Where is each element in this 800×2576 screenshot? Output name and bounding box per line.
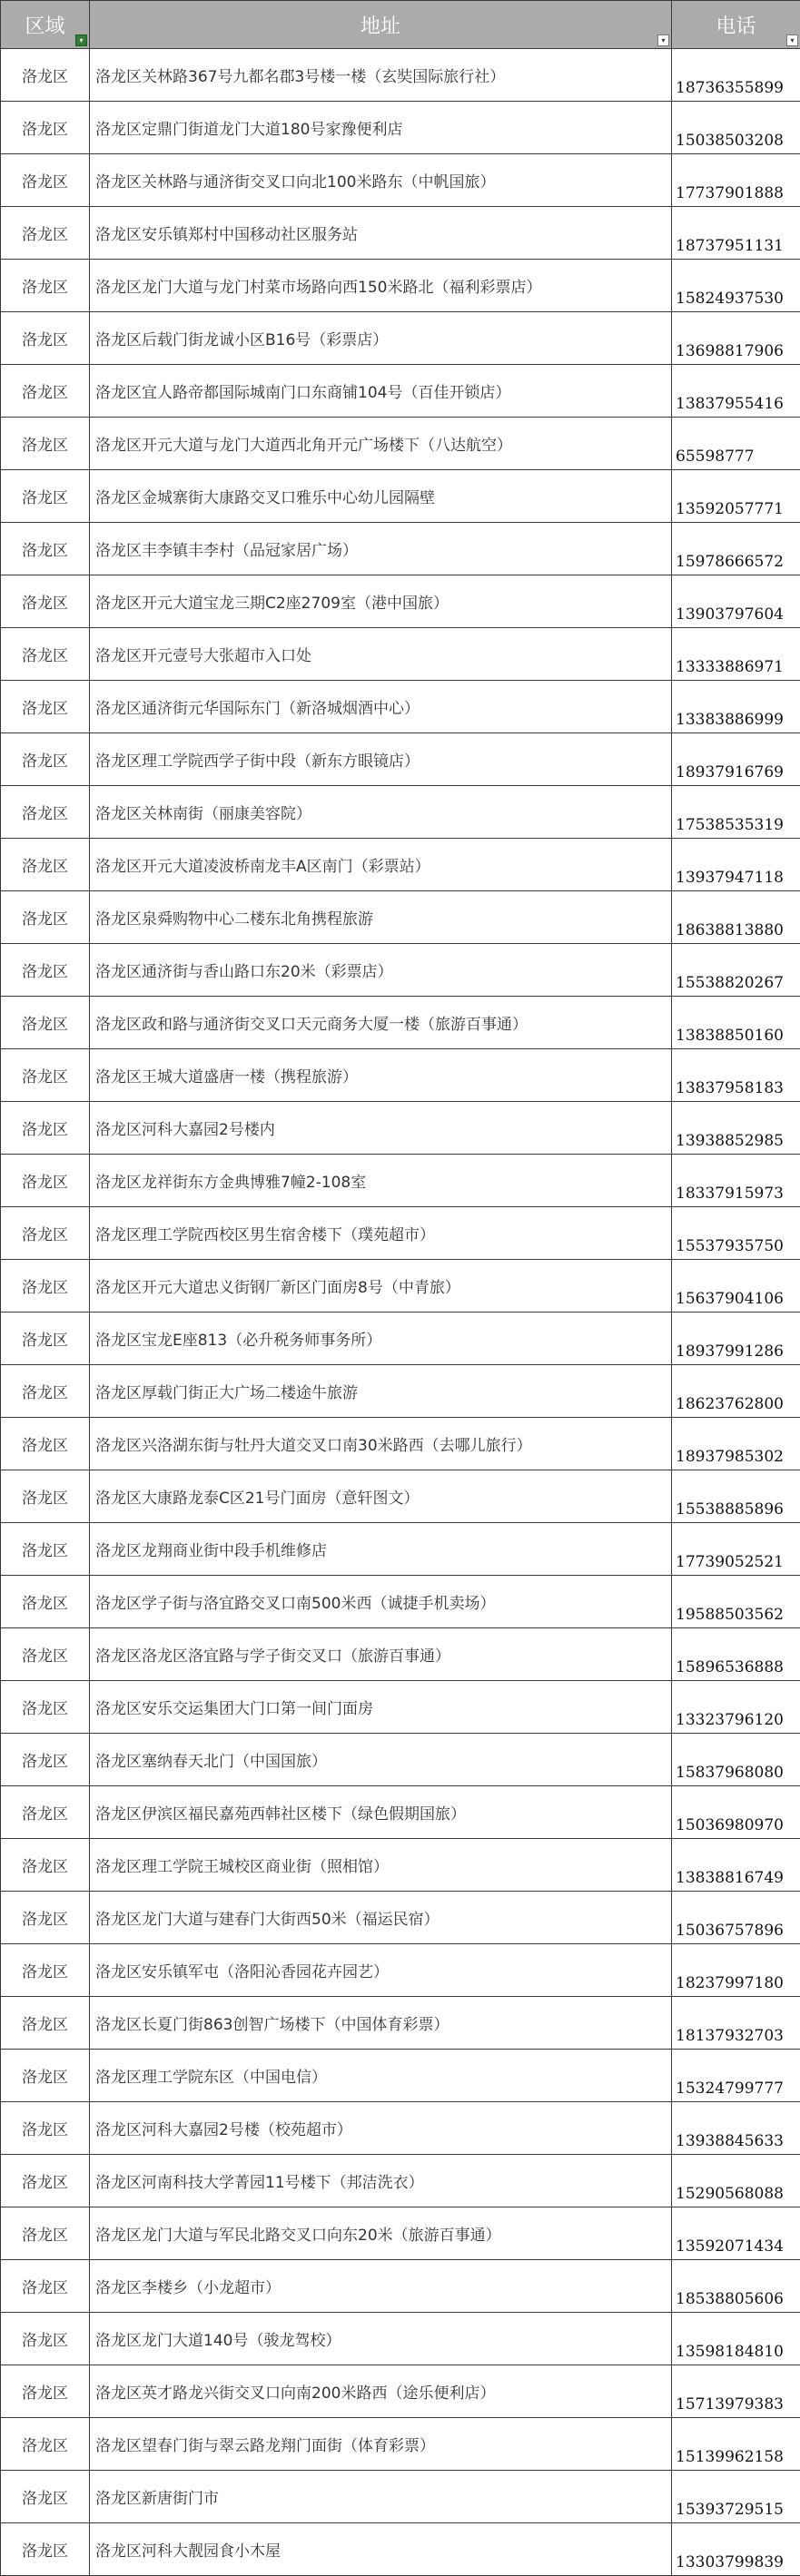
table-row bbox=[1, 1155, 800, 1207]
address-cell[interactable]: 洛龙区新唐街门市 bbox=[90, 2471, 672, 2523]
address-cell[interactable]: 洛龙区理工学院西学子街中段（新东方眼镜店） bbox=[90, 733, 672, 786]
table-row bbox=[1, 102, 800, 154]
phone-cell[interactable]: 15713979383 bbox=[672, 2365, 800, 2418]
area-cell[interactable]: 洛龙区 bbox=[1, 1102, 90, 1155]
phone-cell[interactable]: 18737951131 bbox=[672, 207, 800, 260]
address-cell[interactable]: 洛龙区龙门大道与建春门大街西50米（福运民宿） bbox=[90, 1892, 672, 1944]
phone-cell[interactable]: 18937985302 bbox=[672, 1418, 800, 1470]
area-cell[interactable]: 洛龙区 bbox=[1, 2471, 90, 2523]
header-area-label: 区域 bbox=[25, 15, 64, 38]
address-cell[interactable]: 洛龙区通济街与香山路口东20米（彩票店） bbox=[90, 944, 672, 997]
table-row bbox=[1, 1734, 800, 1786]
phone-cell[interactable]: 13592071434 bbox=[672, 2207, 800, 2260]
phone-cell[interactable]: 15036980970 bbox=[672, 1786, 800, 1839]
phone-cell[interactable]: 13837958183 bbox=[672, 1049, 800, 1102]
table-row bbox=[1, 1681, 800, 1734]
area-cell[interactable]: 洛龙区 bbox=[1, 1734, 90, 1786]
table-row bbox=[1, 839, 800, 891]
address-cell[interactable]: 洛龙区关林路367号九都名郡3号楼一楼（玄奘国际旅行社） bbox=[90, 49, 672, 102]
address-cell[interactable]: 洛龙区丰李镇丰李村（品冠家居广场） bbox=[90, 523, 672, 575]
address-cell[interactable]: 洛龙区长夏门街863创智广场楼下（中国体育彩票） bbox=[90, 1997, 672, 2050]
table-body bbox=[1, 49, 800, 2576]
area-cell[interactable]: 洛龙区 bbox=[1, 1576, 90, 1628]
phone-cell[interactable]: 13323796120 bbox=[672, 1681, 800, 1734]
table-row bbox=[1, 260, 800, 312]
area-cell[interactable]: 洛龙区 bbox=[1, 1523, 90, 1576]
area-cell[interactable]: 洛龙区 bbox=[1, 1365, 90, 1418]
table-row bbox=[1, 154, 800, 207]
area-cell[interactable]: 洛龙区 bbox=[1, 2050, 90, 2102]
area-cell[interactable]: 洛龙区 bbox=[1, 1839, 90, 1892]
area-cell[interactable]: 洛龙区 bbox=[1, 1892, 90, 1944]
phone-cell[interactable]: 15538885896 bbox=[672, 1470, 800, 1523]
table-row bbox=[1, 1049, 800, 1102]
address-cell[interactable]: 洛龙区开元大道凌波桥南龙丰A区南门（彩票站） bbox=[90, 839, 672, 891]
table-row bbox=[1, 2050, 800, 2102]
address-cell[interactable]: 洛龙区学子街与洛宜路交叉口南500米西（诚捷手机卖场） bbox=[90, 1576, 672, 1628]
address-cell[interactable]: 洛龙区理工学院西校区男生宿舍楼下（璞苑超市） bbox=[90, 1207, 672, 1260]
phone-cell[interactable]: 18638813880 bbox=[672, 891, 800, 944]
phone-cell[interactable]: 18538805606 bbox=[672, 2260, 800, 2313]
address-cell[interactable]: 洛龙区关林南街（丽康美容院） bbox=[90, 786, 672, 839]
area-cell[interactable]: 洛龙区 bbox=[1, 891, 90, 944]
phone-cell[interactable]: 18137932703 bbox=[672, 1997, 800, 2050]
phone-cell[interactable]: 13592057771 bbox=[672, 470, 800, 523]
address-cell[interactable]: 洛龙区关林路与通济街交叉口向北100米路东（中帆国旅） bbox=[90, 154, 672, 207]
table-row bbox=[1, 49, 800, 102]
area-cell[interactable]: 洛龙区 bbox=[1, 102, 90, 154]
phone-cell[interactable]: 15824937530 bbox=[672, 260, 800, 312]
address-cell[interactable]: 洛龙区龙门大道与龙门村菜市场路向西150米路北（福利彩票店） bbox=[90, 260, 672, 312]
area-cell[interactable]: 洛龙区 bbox=[1, 1944, 90, 1997]
address-cell[interactable]: 洛龙区洛龙区洛宜路与学子街交叉口（旅游百事通） bbox=[90, 1628, 672, 1681]
area-cell[interactable]: 洛龙区 bbox=[1, 260, 90, 312]
table-row bbox=[1, 733, 800, 786]
phone-cell[interactable]: 13333886971 bbox=[672, 628, 800, 681]
area-cell[interactable]: 洛龙区 bbox=[1, 681, 90, 733]
area-cell[interactable]: 洛龙区 bbox=[1, 944, 90, 997]
phone-cell[interactable]: 18623762800 bbox=[672, 1365, 800, 1418]
table-row bbox=[1, 207, 800, 260]
address-cell[interactable]: 洛龙区河南科技大学菁园11号楼下（邦洁洗衣） bbox=[90, 2155, 672, 2207]
phone-cell[interactable]: 15538820267 bbox=[672, 944, 800, 997]
area-cell[interactable]: 洛龙区 bbox=[1, 1470, 90, 1523]
table-row bbox=[1, 1997, 800, 2050]
table-row bbox=[1, 2207, 800, 2260]
address-cell[interactable]: 洛龙区后载门街龙诚小区B16号（彩票店） bbox=[90, 312, 672, 365]
area-cell[interactable]: 洛龙区 bbox=[1, 1260, 90, 1313]
address-cell[interactable]: 洛龙区厚载门街正大广场二楼途牛旅游 bbox=[90, 1365, 672, 1418]
table-row bbox=[1, 1207, 800, 1260]
area-cell[interactable]: 洛龙区 bbox=[1, 1628, 90, 1681]
header-address bbox=[90, 1, 672, 49]
table-row bbox=[1, 2365, 800, 2418]
table-row bbox=[1, 628, 800, 681]
address-cell[interactable]: 洛龙区伊滨区福民嘉苑西韩社区楼下（绿色假期国旅） bbox=[90, 1786, 672, 1839]
area-cell[interactable]: 洛龙区 bbox=[1, 1681, 90, 1734]
table-row bbox=[1, 1260, 800, 1313]
address-cell[interactable]: 洛龙区开元大道宝龙三期C2座2709室（港中国旅） bbox=[90, 575, 672, 628]
header-phone bbox=[672, 1, 800, 49]
phone-cell[interactable]: 15637904106 bbox=[672, 1260, 800, 1313]
area-cell[interactable]: 洛龙区 bbox=[1, 523, 90, 575]
area-cell[interactable]: 洛龙区 bbox=[1, 2102, 90, 2155]
phone-cell[interactable]: 15896536888 bbox=[672, 1628, 800, 1681]
table-row bbox=[1, 365, 800, 418]
area-cell[interactable]: 洛龙区 bbox=[1, 1418, 90, 1470]
address-cell[interactable]: 洛龙区安乐镇郑村中国移动社区服务站 bbox=[90, 207, 672, 260]
area-cell[interactable]: 洛龙区 bbox=[1, 997, 90, 1049]
phone-cell[interactable]: 15290568088 bbox=[672, 2155, 800, 2207]
area-cell[interactable]: 洛龙区 bbox=[1, 1155, 90, 1207]
phone-cell[interactable]: 18736355899 bbox=[672, 49, 800, 102]
phone-cell[interactable]: 18237997180 bbox=[672, 1944, 800, 1997]
address-cell[interactable]: 洛龙区龙门大道与军民北路交叉口向东20米（旅游百事通） bbox=[90, 2207, 672, 2260]
area-cell[interactable]: 洛龙区 bbox=[1, 2365, 90, 2418]
phone-cell[interactable]: 13838816749 bbox=[672, 1839, 800, 1892]
phone-cell[interactable]: 15978666572 bbox=[672, 523, 800, 575]
table-row bbox=[1, 418, 800, 470]
phone-cell[interactable]: 15837968080 bbox=[672, 1734, 800, 1786]
table-row bbox=[1, 1470, 800, 1523]
table-row bbox=[1, 1576, 800, 1628]
table-row bbox=[1, 2313, 800, 2365]
phone-cell[interactable]: 18337915973 bbox=[672, 1155, 800, 1207]
table-row bbox=[1, 1628, 800, 1681]
phone-cell[interactable]: 15324799777 bbox=[672, 2050, 800, 2102]
table-row bbox=[1, 523, 800, 575]
area-cell[interactable]: 洛龙区 bbox=[1, 365, 90, 418]
area-cell[interactable]: 洛龙区 bbox=[1, 2523, 90, 2576]
table-row bbox=[1, 2102, 800, 2155]
filter-dropdown-icon[interactable]: ▾ bbox=[657, 34, 669, 46]
table-row bbox=[1, 1102, 800, 1155]
area-cell[interactable]: 洛龙区 bbox=[1, 49, 90, 102]
table-row bbox=[1, 2260, 800, 2313]
table-row bbox=[1, 1892, 800, 1944]
area-cell[interactable]: 洛龙区 bbox=[1, 2260, 90, 2313]
area-cell[interactable]: 洛龙区 bbox=[1, 1049, 90, 1102]
phone-cell[interactable]: 15393729515 bbox=[672, 2471, 800, 2523]
address-cell[interactable]: 洛龙区安乐交运集团大门口第一间门面房 bbox=[90, 1681, 672, 1734]
area-cell[interactable]: 洛龙区 bbox=[1, 733, 90, 786]
area-cell[interactable]: 洛龙区 bbox=[1, 1313, 90, 1365]
header-phone-label: 电话 bbox=[716, 15, 756, 38]
phone-cell[interactable]: 15038503208 bbox=[672, 102, 800, 154]
address-cell[interactable]: 洛龙区政和路与通济街交叉口天元商务大厦一楼（旅游百事通） bbox=[90, 997, 672, 1049]
phone-cell[interactable]: 19588503562 bbox=[672, 1576, 800, 1628]
phone-cell[interactable]: 13838850160 bbox=[672, 997, 800, 1049]
area-cell[interactable]: 洛龙区 bbox=[1, 418, 90, 470]
address-cell[interactable]: 洛龙区开元壹号大张超市入口处 bbox=[90, 628, 672, 681]
address-cell[interactable]: 洛龙区安乐镇军屯（洛阳沁香园花卉园艺） bbox=[90, 1944, 672, 1997]
area-cell[interactable]: 洛龙区 bbox=[1, 786, 90, 839]
table-row bbox=[1, 681, 800, 733]
phone-cell[interactable]: 65598777 bbox=[672, 418, 800, 470]
phone-cell[interactable]: 15036757896 bbox=[672, 1892, 800, 1944]
address-cell[interactable]: 洛龙区河科大嘉园2号楼（校苑超市） bbox=[90, 2102, 672, 2155]
phone-cell[interactable]: 13938852985 bbox=[672, 1102, 800, 1155]
area-cell[interactable]: 洛龙区 bbox=[1, 628, 90, 681]
table-row bbox=[1, 1839, 800, 1892]
table-row bbox=[1, 1523, 800, 1576]
table-row bbox=[1, 312, 800, 365]
area-cell[interactable]: 洛龙区 bbox=[1, 2207, 90, 2260]
table-row bbox=[1, 470, 800, 523]
area-cell[interactable]: 洛龙区 bbox=[1, 1997, 90, 2050]
address-cell[interactable]: 洛龙区开元大道忠义街钢厂新区门面房8号（中青旅） bbox=[90, 1260, 672, 1313]
phone-cell[interactable]: 17739052521 bbox=[672, 1523, 800, 1576]
table-row bbox=[1, 2155, 800, 2207]
phone-cell[interactable]: 13598184810 bbox=[672, 2313, 800, 2365]
phone-cell[interactable]: 18937991286 bbox=[672, 1313, 800, 1365]
address-cell[interactable]: 洛龙区河科大嘉园2号楼内 bbox=[90, 1102, 672, 1155]
address-cell[interactable]: 洛龙区李楼乡（小龙超市） bbox=[90, 2260, 672, 2313]
address-cell[interactable]: 洛龙区河科大靓园食小木屋 bbox=[90, 2523, 672, 2576]
table-row bbox=[1, 2418, 800, 2471]
address-cell[interactable]: 洛龙区塞纳春天北门（中国国旅） bbox=[90, 1734, 672, 1786]
phone-cell[interactable]: 13938845633 bbox=[672, 2102, 800, 2155]
address-cell[interactable]: 洛龙区通济街元华国际东门（新洛城烟酒中心） bbox=[90, 681, 672, 733]
address-cell[interactable]: 洛龙区龙祥街东方金典博雅7幢2-108室 bbox=[90, 1155, 672, 1207]
phone-cell[interactable]: 13837955416 bbox=[672, 365, 800, 418]
address-cell[interactable]: 洛龙区宝龙E座813（必升税务师事务所） bbox=[90, 1313, 672, 1365]
area-cell[interactable]: 洛龙区 bbox=[1, 2418, 90, 2471]
address-cell[interactable]: 洛龙区开元大道与龙门大道西北角开元广场楼下（八达航空） bbox=[90, 418, 672, 470]
phone-cell[interactable]: 18937916769 bbox=[672, 733, 800, 786]
phone-cell[interactable]: 13383886999 bbox=[672, 681, 800, 733]
address-cell[interactable]: 洛龙区泉舜购物中心二楼东北角携程旅游 bbox=[90, 891, 672, 944]
header-area bbox=[1, 1, 90, 49]
phone-cell[interactable]: 13937947118 bbox=[672, 839, 800, 891]
area-cell[interactable]: 洛龙区 bbox=[1, 2313, 90, 2365]
area-cell[interactable]: 洛龙区 bbox=[1, 154, 90, 207]
table-header bbox=[1, 1, 800, 49]
address-cell[interactable]: 洛龙区望春门街与翠云路龙翔门面街（体育彩票） bbox=[90, 2418, 672, 2471]
address-cell[interactable]: 洛龙区宜人路帝都国际城南门口东商铺104号（百佳开锁店） bbox=[90, 365, 672, 418]
area-cell[interactable]: 洛龙区 bbox=[1, 207, 90, 260]
table-row bbox=[1, 2471, 800, 2523]
table-row bbox=[1, 1313, 800, 1365]
table-row bbox=[1, 891, 800, 944]
table-row bbox=[1, 997, 800, 1049]
header-row bbox=[1, 1, 800, 49]
phone-cell[interactable]: 13903797604 bbox=[672, 575, 800, 628]
phone-cell[interactable]: 13698817906 bbox=[672, 312, 800, 365]
address-cell[interactable]: 洛龙区理工学院东区（中国电信） bbox=[90, 2050, 672, 2102]
area-cell[interactable]: 洛龙区 bbox=[1, 470, 90, 523]
address-cell[interactable]: 洛龙区大康路龙泰C区21号门面房（意轩图文） bbox=[90, 1470, 672, 1523]
area-cell[interactable]: 洛龙区 bbox=[1, 1207, 90, 1260]
table-row bbox=[1, 575, 800, 628]
header-address-label: 地址 bbox=[360, 15, 400, 38]
address-cell[interactable]: 洛龙区理工学院王城校区商业街（照相馆） bbox=[90, 1839, 672, 1892]
table-row bbox=[1, 1944, 800, 1997]
address-cell[interactable]: 洛龙区定鼎门街道龙门大道180号家豫便利店 bbox=[90, 102, 672, 154]
phone-cell[interactable]: 15537935750 bbox=[672, 1207, 800, 1260]
table-row bbox=[1, 2523, 800, 2576]
address-cell[interactable]: 洛龙区兴洛湖东街与牡丹大道交叉口南30米路西（去哪儿旅行） bbox=[90, 1418, 672, 1470]
filter-dropdown-icon[interactable]: ▾ bbox=[786, 34, 798, 46]
phone-cell[interactable]: 17538535319 bbox=[672, 786, 800, 839]
area-cell[interactable]: 洛龙区 bbox=[1, 1786, 90, 1839]
address-cell[interactable]: 洛龙区王城大道盛唐一楼（携程旅游） bbox=[90, 1049, 672, 1102]
table-row bbox=[1, 786, 800, 839]
table-row bbox=[1, 1786, 800, 1839]
phone-cell[interactable]: 17737901888 bbox=[672, 154, 800, 207]
table-row bbox=[1, 944, 800, 997]
phone-cell[interactable]: 13303799839 bbox=[672, 2523, 800, 2576]
address-cell[interactable]: 洛龙区龙翔商业街中段手机维修店 bbox=[90, 1523, 672, 1576]
area-cell[interactable]: 洛龙区 bbox=[1, 312, 90, 365]
address-cell[interactable]: 洛龙区龙门大道140号（骏龙驾校） bbox=[90, 2313, 672, 2365]
address-cell[interactable]: 洛龙区金城寨街大康路交叉口雅乐中心幼儿园隔壁 bbox=[90, 470, 672, 523]
area-cell[interactable]: 洛龙区 bbox=[1, 575, 90, 628]
area-cell[interactable]: 洛龙区 bbox=[1, 2155, 90, 2207]
area-cell[interactable]: 洛龙区 bbox=[1, 839, 90, 891]
table-row bbox=[1, 1365, 800, 1418]
table-row bbox=[1, 1418, 800, 1470]
address-cell[interactable]: 洛龙区英才路龙兴街交叉口向南200米路西（途乐便利店） bbox=[90, 2365, 672, 2418]
phone-cell[interactable]: 15139962158 bbox=[672, 2418, 800, 2471]
filter-active-icon[interactable]: ▾ bbox=[75, 34, 87, 46]
